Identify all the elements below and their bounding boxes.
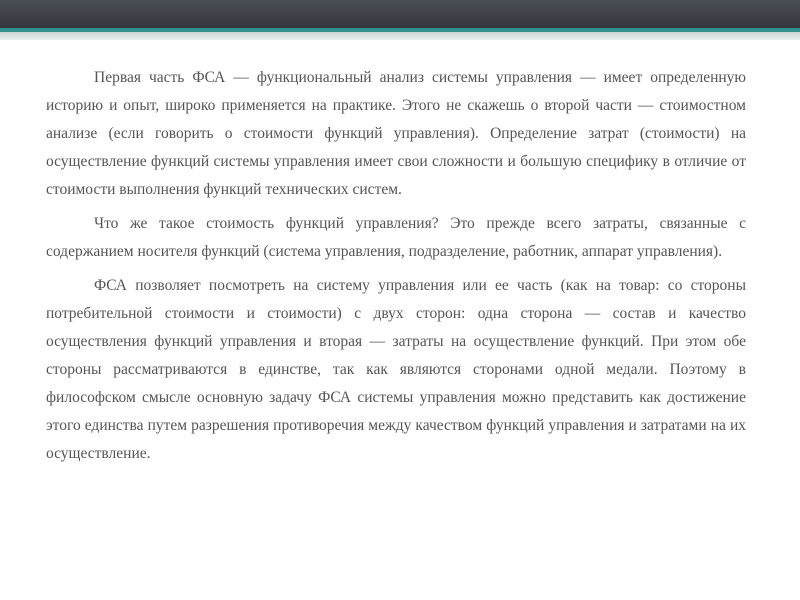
header-dark-stripe — [0, 0, 800, 28]
paragraph-2: Что же такое стоимость функций управления? Это прежде всего затраты, связанные с содержанием носителя функций (система управления, подразделение, работник, аппарат управления). — [46, 215, 746, 260]
header-light-stripe — [0, 32, 800, 40]
paragraph-3: ФСА позволяет посмотреть на систему управления или ее часть (как на товар: со стороны потребительной стоимости и стоимости) с двух сторон: одна сторона — состав и качество осуществления функций управления и вторая — затраты на осуществление функций. При этом обе стороны рассматриваются в единстве, так как являются сторонами одной медали. Поэтому в философском смысле основную задачу ФСА системы управления можно представить как достижение этого единства путем разрешения противоречия между качеством функций управления и затратами на их осуществление. — [46, 277, 746, 462]
slide-body — [46, 64, 746, 468]
slide-header-band — [0, 0, 800, 40]
paragraph-1: Первая часть ФСА — функциональный анализ системы управления — имеет определенную историю и опыт, широко применяется на практике. Этого не скажешь о второй части — стоимостном анализе (если говорить о стоимости функций управления). Определение затрат (стоимости) на осуществление функций системы управления имеет свои сложности и большую специфику в отличие от стоимости выполнения функций технических систем. — [46, 69, 746, 198]
